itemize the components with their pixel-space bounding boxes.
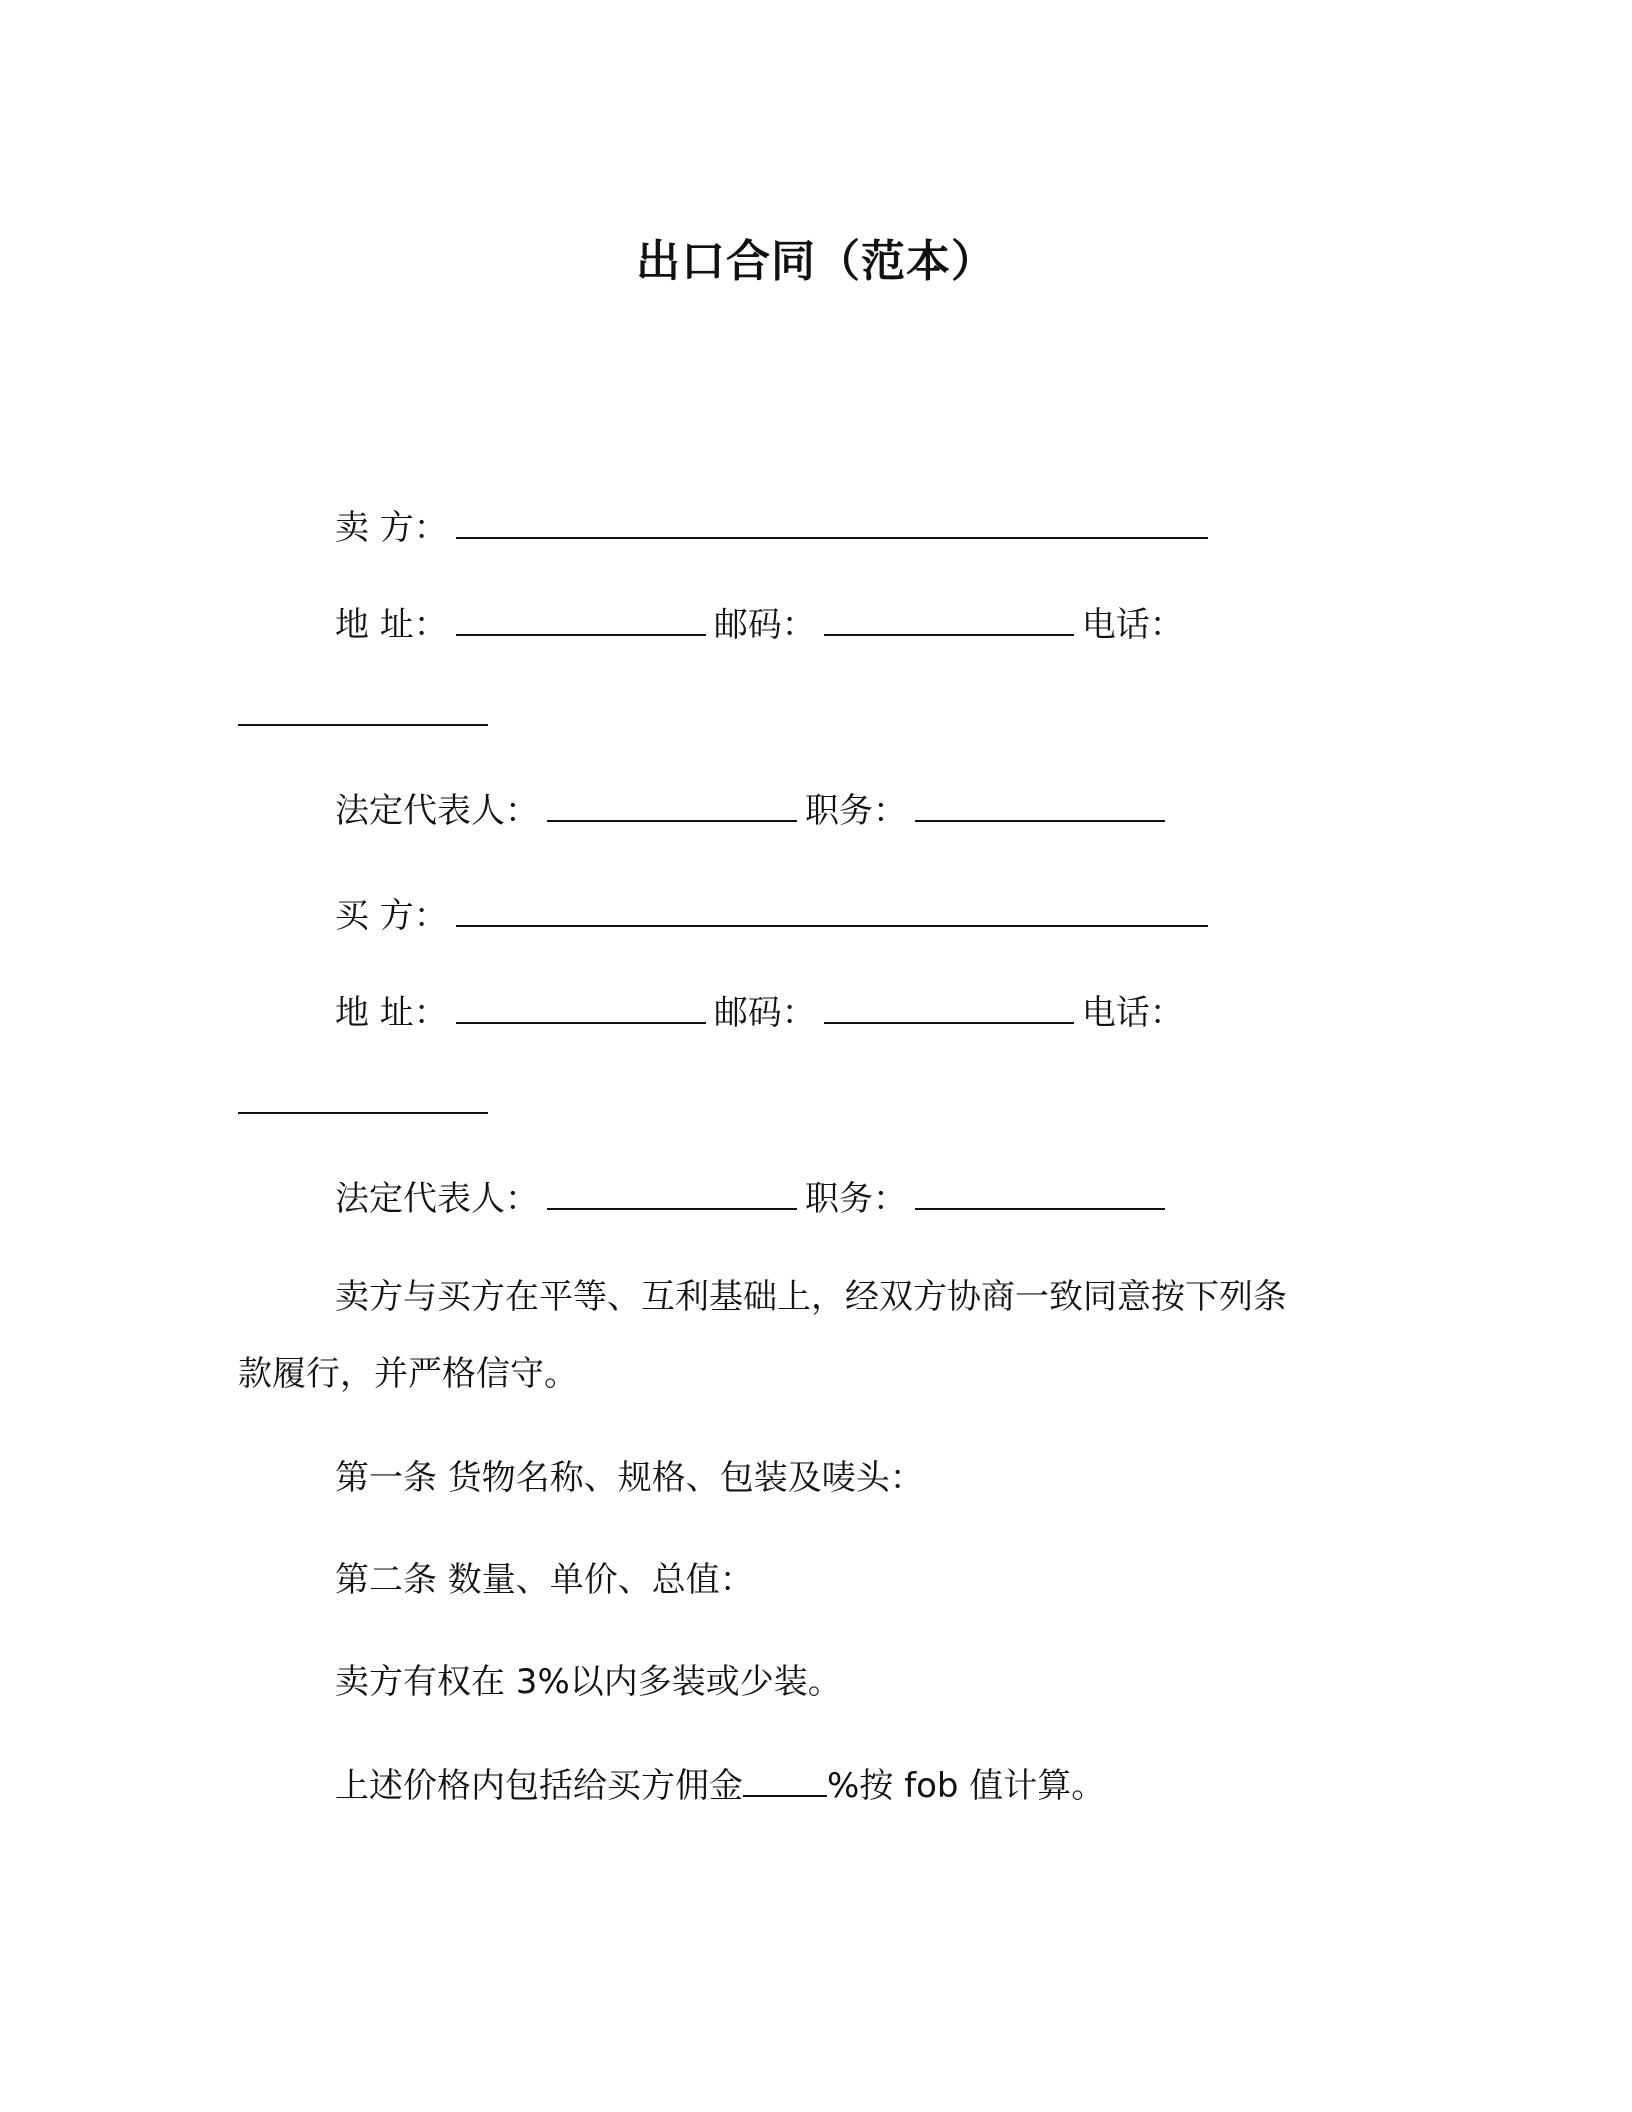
commission-text-before: 上述价格内包括给买方佣金 xyxy=(335,1766,743,1806)
document-title: 出口合同（范本） xyxy=(636,236,996,287)
seller-postcode-label: 邮码： xyxy=(713,605,816,645)
buyer-phone-line xyxy=(238,1080,488,1125)
seller-phone-line xyxy=(238,692,488,737)
intro-line-2: 款履行，并严格信守。 xyxy=(238,1354,578,1394)
intro-line-1: 卖方与买方在平等、互利基础上，经双方协商一致同意按下列条 xyxy=(335,1277,1287,1317)
buyer-name-blank[interactable] xyxy=(456,893,1208,927)
seller-name-blank[interactable] xyxy=(456,505,1208,539)
buyer-postcode-label: 邮码： xyxy=(713,993,816,1033)
seller-legal-rep-blank[interactable] xyxy=(547,788,797,822)
seller-phone-blank[interactable] xyxy=(238,692,488,726)
buyer-postcode-blank[interactable] xyxy=(824,990,1074,1024)
buyer-phone-label: 电话： xyxy=(1081,993,1184,1033)
buyer-position-blank[interactable] xyxy=(915,1176,1165,1210)
seller-legal-rep-line xyxy=(335,788,1173,833)
buyer-address-line xyxy=(335,990,1184,1035)
buyer-legal-rep-label: 法定代表人： xyxy=(335,1179,539,1219)
article-1: 第一条 货物名称、规格、包装及唛头： xyxy=(335,1458,924,1498)
seller-address-blank[interactable] xyxy=(456,602,706,636)
commission-text-after: %按 fob 值计算。 xyxy=(827,1766,1106,1806)
buyer-name-line xyxy=(335,893,1216,938)
seller-address-label: 地 址： xyxy=(335,605,448,645)
seller-phone-label: 电话： xyxy=(1081,605,1184,645)
commission-clause xyxy=(335,1763,1105,1808)
seller-position-label: 职务： xyxy=(805,791,907,831)
seller-postcode-blank[interactable] xyxy=(824,602,1074,636)
buyer-position-label: 职务： xyxy=(805,1179,907,1219)
seller-name-line xyxy=(335,505,1216,550)
tolerance-clause: 卖方有权在 3%以内多装或少装。 xyxy=(335,1662,842,1702)
seller-legal-rep-label: 法定代表人： xyxy=(335,791,539,831)
buyer-label: 买 方： xyxy=(335,896,448,936)
seller-label: 卖 方： xyxy=(335,508,448,548)
seller-position-blank[interactable] xyxy=(915,788,1165,822)
buyer-address-label: 地 址： xyxy=(335,993,448,1033)
buyer-address-blank[interactable] xyxy=(456,990,706,1024)
article-2: 第二条 数量、单价、总值： xyxy=(335,1560,754,1600)
buyer-legal-rep-line xyxy=(335,1176,1173,1221)
buyer-legal-rep-blank[interactable] xyxy=(547,1176,797,1210)
buyer-phone-blank[interactable] xyxy=(238,1080,488,1114)
commission-rate-blank[interactable] xyxy=(743,1763,827,1797)
seller-address-line xyxy=(335,602,1184,647)
